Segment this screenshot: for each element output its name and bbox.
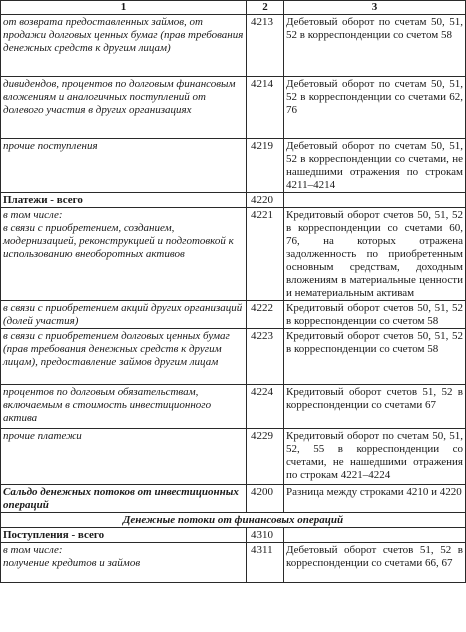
row-rule: Кредитовый оборот счетов 50, 51, 52 в корреспонденции со счетом 58 — [284, 301, 466, 329]
row-rule: Разница между строками 4210 и 4220 — [284, 485, 466, 513]
header-row — [1, 1, 466, 15]
row-description: в связи с приобретением акций других организаций (долей участия) — [1, 301, 247, 329]
section-row — [1, 513, 466, 528]
row-description: прочие поступления — [1, 139, 247, 193]
row-rule: Дебетовый оборот счетов 51, 52 в корреспонденции со счетами 66, 67 — [284, 543, 466, 583]
table-row — [1, 485, 466, 513]
row-code: 4229 — [247, 429, 284, 485]
row-code: 4200 — [247, 485, 284, 513]
table-row — [1, 77, 466, 139]
table-row — [1, 528, 466, 543]
header-col-1: 1 — [1, 1, 247, 15]
row-code: 4219 — [247, 139, 284, 193]
row-code: 4214 — [247, 77, 284, 139]
row-description: в связи с приобретением долговых ценных бумаг (прав требования денежных средств к другим лицам), предоставление займов другим лицам — [1, 329, 247, 385]
row-code: 4213 — [247, 15, 284, 77]
row-description: процентов по долговым обязательствам, включаемым в стоимость инвестиционного актива — [1, 385, 247, 429]
table-row — [1, 301, 466, 329]
row-rule: Дебетовый оборот по счетам 50, 51, 52 в корреспонденции со счетом 58 — [284, 15, 466, 77]
row-code: 4311 — [247, 543, 284, 583]
row-description: прочие платежи — [1, 429, 247, 485]
row-code: 4221 — [247, 208, 284, 301]
row-title: Сальдо денежных потоков от инвестиционных операций — [1, 485, 247, 513]
row-description: дивидендов, процентов по долговым финансовым вложениям и аналогичных поступлений от долевого участия в других организациях — [1, 77, 247, 139]
row-description-cell — [1, 208, 247, 301]
row-code: 4310 — [247, 528, 284, 543]
row-rule — [284, 193, 466, 208]
table-row — [1, 15, 466, 77]
row-rule: Кредитовый оборот счетов 51, 52 в корреспонденции со счетами 67 — [284, 385, 466, 429]
row-rule: Кредитовый оборот счетов 50, 51, 52 в корреспонденции со счетом 58 — [284, 329, 466, 385]
table-row — [1, 193, 466, 208]
table-row — [1, 429, 466, 485]
row-code: 4224 — [247, 385, 284, 429]
row-rule: Дебетовый оборот по счетам 50, 51, 52 в корреспонденции со счетами, не нашедшими отражения по строкам 4211–4214 — [284, 139, 466, 193]
row-rule: Дебетовый оборот по счетам 50, 51, 52 в корреспонденции со счетами 62, 76 — [284, 77, 466, 139]
row-prefix: в том числе: — [3, 544, 63, 556]
table-row — [1, 385, 466, 429]
row-description: от возврата предоставленных займов, от продажи долговых ценных бумаг (прав требования денежных средств к другим лицам) — [1, 15, 247, 77]
table-row — [1, 139, 466, 193]
row-description: получение кредитов и займов — [3, 557, 141, 569]
row-description-cell — [1, 543, 247, 583]
row-rule: Кредитовый оборот счетов 50, 51, 52 в корреспонденции со счетами 60, 76, на которых отражена задолженность по приобретенным основным средствам, доходным вложениям в материальные ценности и нематериальным активам — [284, 208, 466, 301]
row-code: 4220 — [247, 193, 284, 208]
table-row — [1, 543, 466, 583]
row-rule: Кредитовый оборот по счетам 50, 51, 52, 55 в корреспонденции со счетами, не нашедшими отражения по строкам 4221–4224 — [284, 429, 466, 485]
row-prefix: в том числе: — [3, 209, 63, 221]
header-col-2: 2 — [247, 1, 284, 15]
section-title: Денежные потоки от финансовых операций — [1, 513, 466, 528]
table-row — [1, 329, 466, 385]
row-code: 4223 — [247, 329, 284, 385]
row-title: Поступления - всего — [1, 528, 247, 543]
row-title: Платежи - всего — [1, 193, 247, 208]
row-rule — [284, 528, 466, 543]
table-row — [1, 208, 466, 301]
row-description: в связи с приобретением, созданием, модернизацией, реконструкцией и подготовкой к использованию внеоборотных активов — [3, 222, 234, 260]
header-col-3: 3 — [284, 1, 466, 15]
row-code: 4222 — [247, 301, 284, 329]
